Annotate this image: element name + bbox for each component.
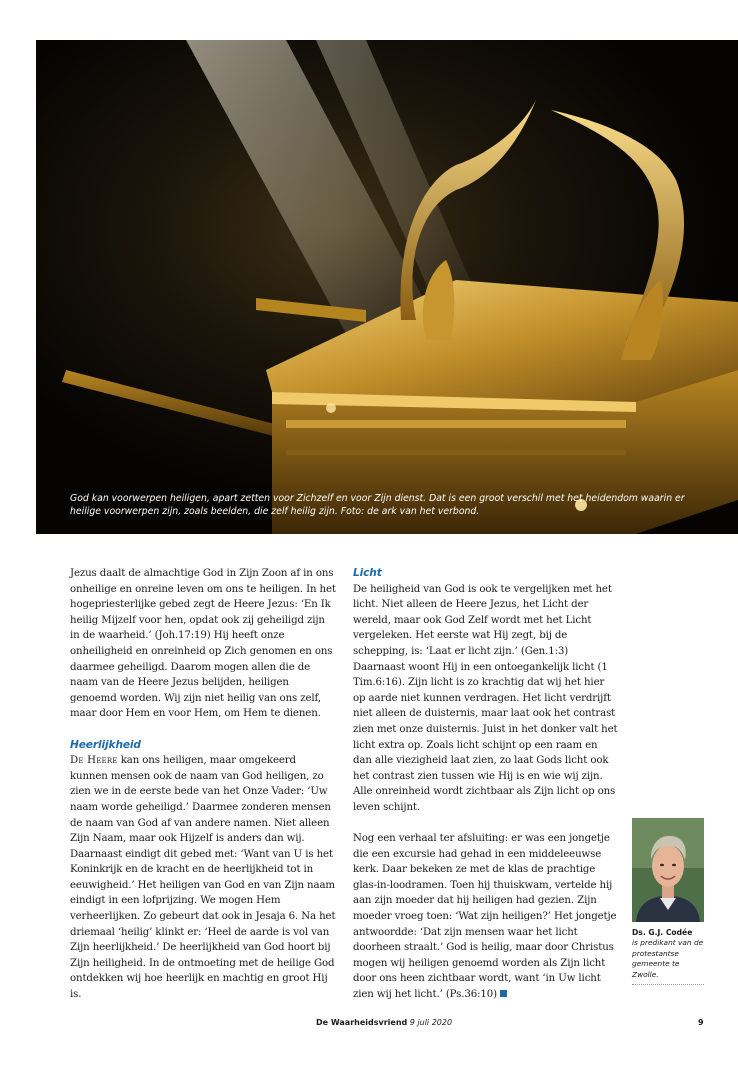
author-name: Ds. G.J. Codée <box>632 928 693 937</box>
photo-caption: God kan voorwerpen heiligen, apart zetten voor Zichzelf en voor Zijn dienst. Dat is een groot verschil met het heidendom waarin er heilige voorwerpen zijn, zoals beelden, die zelf heilig zijn. Foto: de ark van het verbond. <box>70 493 685 517</box>
closing-text: Nog een verhaal ter afsluiting: er was een jongetje die een excursie had gehad in een middeleeuwse kerk. Daar bekeken ze met de klas de prachtige glas-in-loodramen. Toen hij thuiskwam, vertelde hij aan zijn moeder dat hij heiligen had gezien. Zijn moeder vroeg toen: ‘Wat zijn heiligen?’ Het jongetje antwoordde: ‘Dat zijn mensen waar het licht doorheen straalt.’ God is heilig, maar door Christus mogen wij heiligen genoemd worden als Zijn licht door ons heen zichtbaar wordt, want ‘in Uw licht zien wij het licht.’ (Ps.36:10) <box>353 833 617 1001</box>
author-description: is predikant van de protestantse gemeente te Zwolle. <box>632 938 704 979</box>
issue-date: 9 juli 2020 <box>409 1018 453 1027</box>
ark-of-covenant-illustration <box>36 40 738 534</box>
article-column-right <box>353 566 619 1003</box>
licht-paragraph: De heiligheid van God is ook te vergelijken met het licht. Niet alleen de Heere Jezus, het Licht der wereld, maar ook God Zelf wordt met het Licht vergeleken. Het eerste wat Hij zegt, bij de schepping, is: ‘Laat er licht zijn.’ (Gen.1:3) Daarnaast woont Hij in een ontoegankelijk licht (1 Tim.6:16). Zijn licht is zo krachtig dat wij het hier op aarde niet kunnen verdragen. Het licht verdrijft niet alleen de duisternis, maar laat ook het contrast zien met onze duisternis. Juist in het donker valt het licht extra op. Zoals licht schijnt op een raam en dan alle viezigheid laat zien, zo laat Gods licht ook het contrast zien tussen wie Hij is en wie wij zijn. Alle onreinheid wordt zichtbaar als Zijn licht op ons leven schijnt. <box>353 583 618 813</box>
smallcaps-heere: De Heere <box>70 755 118 767</box>
author-portrait <box>632 818 704 922</box>
footer-publication <box>316 1018 452 1027</box>
heerlijkheid-paragraph <box>70 753 336 1003</box>
page-number: 9 <box>698 1018 704 1027</box>
heerlijkheid-text: kan ons heiligen, maar omgekeerd kunnen mensen ook de naam van God heiligen, zo zien we in de eerste bede van het Onze Vader: ‘Uw naam worde geheiligd.’ Daarmee zonderen mensen de naam van God af van andere namen. Niet alleen Zijn Naam, maar ook Hijzelf is anders dan wij. Daarnaast eindigt dit gebed met: ‘Want van U is het Koninkrijk en de kracht en de heerlijkheid tot in eeuwigheid.’ Het heiligen van God en van Zijn naam eindigt in een lofprijzing. We mogen Hem verheerlijken. Zo gebeurt dat ook in Jesaja 6. Na het driemaal ‘heilig’ klinkt er: ‘Heel de aarde is vol van Zijn heerlijkheid.’ De heerlijkheid van God hoort bij Zijn heiligheid. In de ontmoeting met de heilige God ontdekken wij hoe heerlijk en machtig en groot Hij is. <box>70 755 336 1001</box>
hero-photo <box>36 40 738 534</box>
end-of-article-square-icon <box>500 990 507 997</box>
section-heading-licht: Licht <box>353 567 382 579</box>
intro-paragraph: Jezus daalt de almachtige God in Zijn Zoon af in ons onheilige en onreine leven om ons te heiligen. In het hogepriesterlijke gebed zegt de Heere Jezus: ‘En Ik heilig Mijzelf voor hen, opdat ook zij geheiligd zijn in de waarheid.’ (Joh.17:19) Hij heeft onze onheiligheid en onreinheid op Zich genomen en ons daarmee geheiligd. Daarom mogen allen die de naam van de Heere Jezus belijden, heiligen genoemd worden. Wij zijn niet heilig van ons zelf, maar door Hem en voor Hem, om Hem te dienen. <box>70 568 336 720</box>
section-heading-heerlijkheid: Heerlijkheid <box>70 738 141 751</box>
author-divider <box>632 984 704 985</box>
author-box <box>632 818 704 985</box>
page-footer <box>0 1018 738 1032</box>
magazine-name: De Waarheidsvriend <box>316 1018 408 1027</box>
closing-paragraph <box>353 831 619 1003</box>
article-column-left <box>70 566 336 1003</box>
